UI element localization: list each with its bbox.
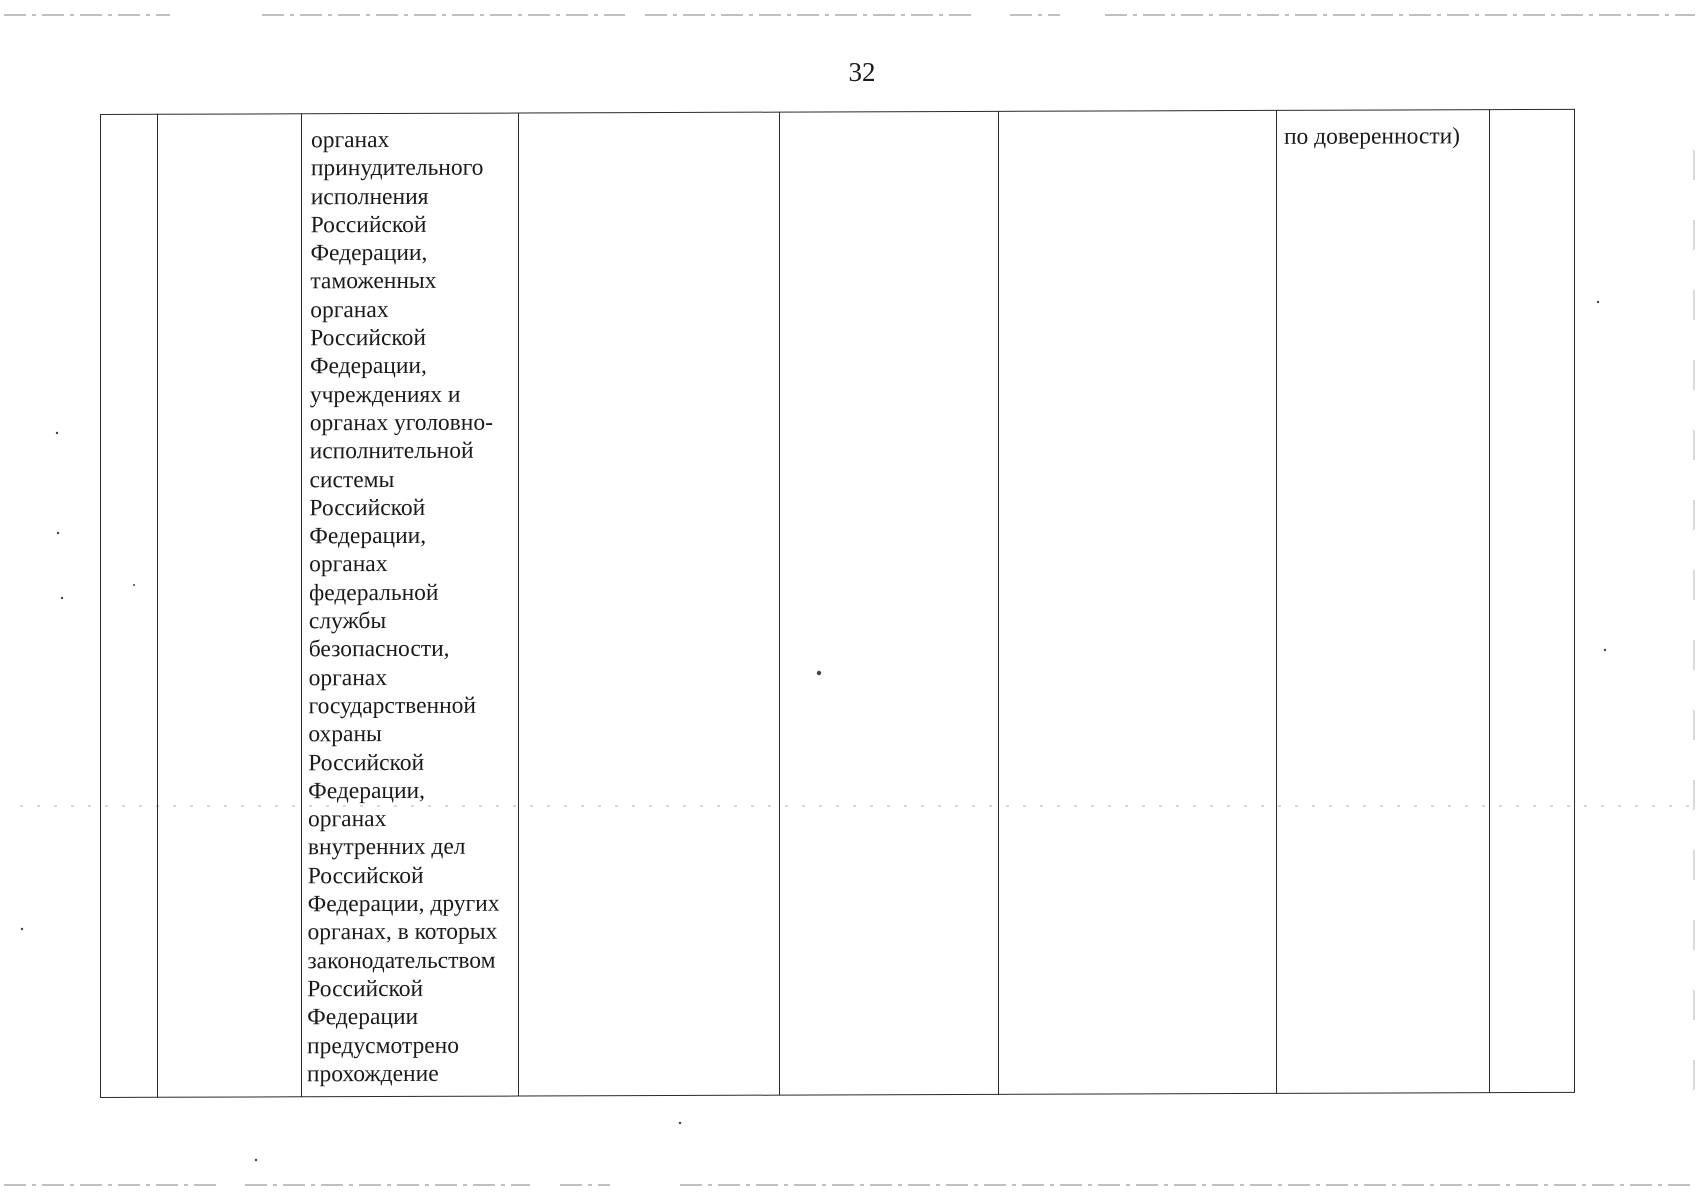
table-row	[101, 109, 1575, 1097]
page-number: 32	[848, 57, 876, 87]
table-cell-col-3	[302, 113, 519, 1097]
table-cell-col-8	[1490, 109, 1575, 1092]
table-cell-col-7	[1277, 110, 1490, 1094]
cell-text	[158, 114, 301, 126]
cell-text	[780, 112, 998, 125]
table-cell-col-1	[101, 114, 158, 1097]
cell-text	[1490, 110, 1574, 122]
table-cell-col-6	[999, 110, 1277, 1094]
table-cell-col-2	[158, 114, 302, 1098]
cell-text	[999, 111, 1276, 124]
document-table	[100, 109, 1575, 1098]
cell-text	[101, 115, 157, 127]
cell-text: органах принудительного исполнения Российской Федерации, таможенных органах Российской Федерации, учреждениях и органах уголовно- исполнительной системы Российской Федерации, органах федеральной службы безопасности, органах государственной охраны Российской Федерации, органах внутренних дел Российской Федерации, других органах, в которых законодательством Российской Федерации предусмотрено прохождение	[306, 126, 500, 1088]
cell-text: по доверенности)	[1283, 123, 1461, 150]
cell-text	[519, 113, 779, 126]
table-cell-col-4	[519, 112, 780, 1096]
table-cell-col-5	[780, 111, 999, 1095]
